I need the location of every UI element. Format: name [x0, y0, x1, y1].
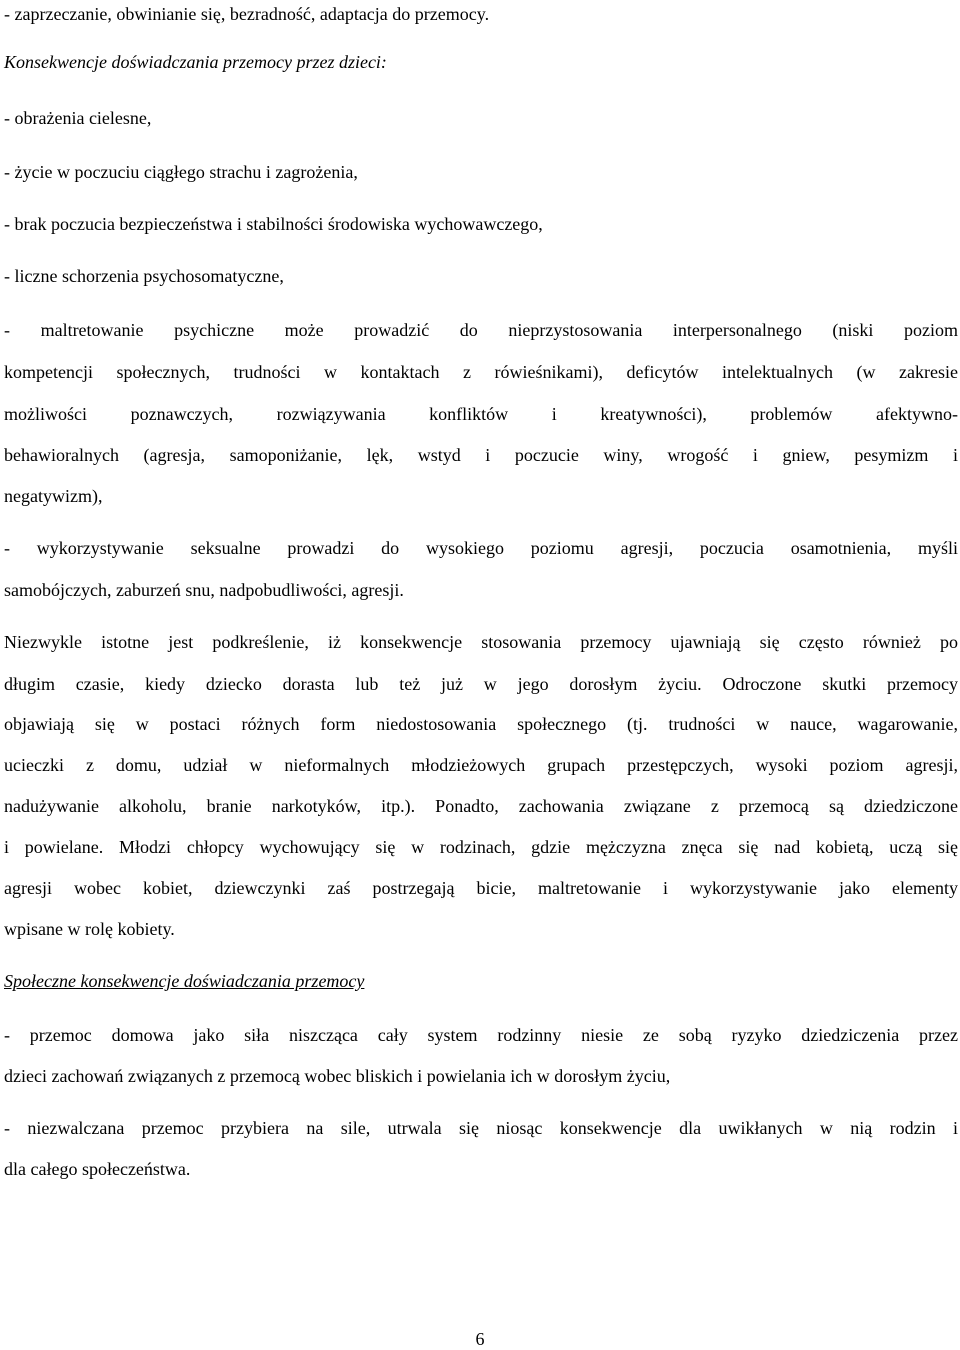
section-heading: Społeczne konsekwencje doświadczania przemocy	[4, 971, 365, 991]
paragraph-line: - maltretowanie psychiczne może prowadzić do nieprzystosowania interpersonalnego (niski poziom	[4, 320, 958, 340]
paragraph-line: wpisane w rolę kobiety.	[4, 919, 175, 939]
paragraph-line: agresji wobec kobiet, dziewczynki zaś postrzegają bicie, maltretowanie i wykorzystywanie jako elementy	[4, 878, 958, 898]
paragraph-line: długim czasie, kiedy dziecko dorasta lub też już w jego dorosłym życiu. Odroczone skutki przemocy	[4, 674, 958, 694]
paragraph-line: - wykorzystywanie seksualne prowadzi do wysokiego poziomu agresji, poczucia osamotnienia, myśli	[4, 538, 958, 558]
list-item: - brak poczucia bezpieczeństwa i stabilności środowiska wychowawczego,	[4, 214, 543, 234]
paragraph-line: Niezwykle istotne jest podkreślenie, iż konsekwencje stosowania przemocy ujawniają się często również po	[4, 632, 958, 652]
paragraph-line: negatywizm),	[4, 486, 103, 506]
paragraph-line: ucieczki z domu, udział w nieformalnych młodzieżowych grupach przestępczych, wysoki poziom agresji,	[4, 755, 958, 775]
list-item: - życie w poczuciu ciągłego strachu i zagrożenia,	[4, 162, 358, 182]
list-item: - liczne schorzenia psychosomatyczne,	[4, 266, 284, 286]
paragraph-line: możliwości poznawczych, rozwiązywania konfliktów i kreatywności), problemów afektywno-	[4, 404, 958, 424]
paragraph-line: - przemoc domowa jako siła niszcząca cały system rodzinny niesie ze sobą ryzyko dziedziczenia przez	[4, 1025, 958, 1045]
paragraph-line: dla całego społeczeństwa.	[4, 1159, 191, 1179]
section-heading: Konsekwencje doświadczania przemocy przez dzieci:	[4, 52, 387, 72]
paragraph-line: kompetencji społecznych, trudności w kontaktach z rówieśnikami), deficytów intelektualnych (w zakresie	[4, 362, 958, 382]
paragraph-line: dzieci zachowań związanych z przemocą wobec bliskich i powielania ich w dorosłym życiu,	[4, 1066, 671, 1086]
paragraph-line: objawiają się w postaci różnych form niedostosowania społecznego (tj. trudności w nauce, wagarowanie,	[4, 714, 958, 734]
paragraph-line: i powielane. Młodzi chłopcy wychowujący się w rodzinach, gdzie mężczyzna znęca się nad kobietą, uczą się	[4, 837, 958, 857]
paragraph-line: - niezwalczana przemoc przybiera na sile, utrwala się niosąc konsekwencje dla uwikłanych w nią rodzin i	[4, 1118, 958, 1138]
paragraph-line: behawioralnych (agresja, samoponiżanie, lęk, wstyd i poczucie winy, wrogość i gniew, pesymizm i	[4, 445, 958, 465]
page-number: 6	[475, 1329, 485, 1349]
list-item: - obrażenia cielesne,	[4, 108, 152, 128]
paragraph-line: samobójczych, zaburzeń snu, nadpobudliwości, agresji.	[4, 580, 404, 600]
list-item: - zaprzeczanie, obwinianie się, bezradność, adaptacja do przemocy.	[4, 4, 490, 24]
paragraph-line: nadużywanie alkoholu, branie narkotyków, itp.). Ponadto, zachowania związane z przemocą są dziedziczone	[4, 796, 958, 816]
